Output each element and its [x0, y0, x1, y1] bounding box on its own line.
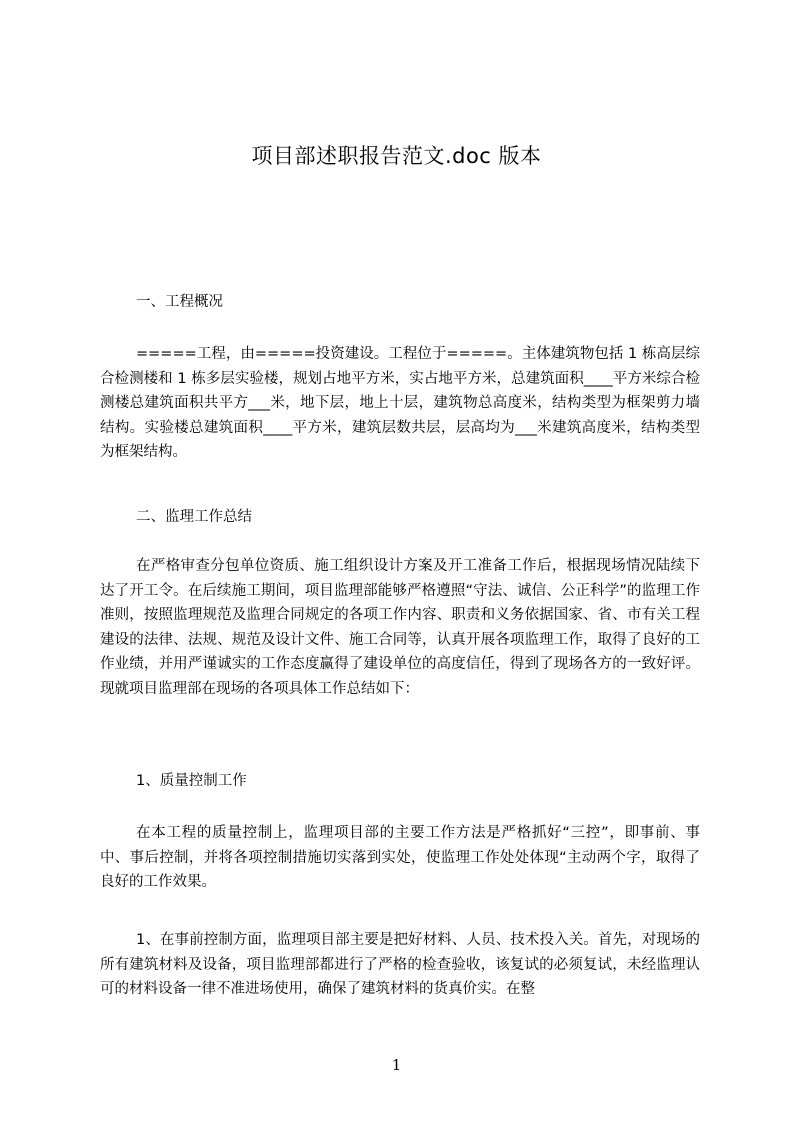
paragraph-pre-control: 1、在事前控制方面，监理项目部主要是把好材料、人员、技术投入关。首先，对现场的所有建筑材料及设备，项目监理部都进行了严格的检查验收，该复试的必须复试，未经监理认可的材料设备一律不准进场使用，确保了建筑材料的货真价实。在整 [100, 932, 700, 997]
page-number: 1 [391, 1056, 402, 1074]
section-heading-project-overview: 一、工程概况 [136, 294, 223, 310]
paragraph-project-overview: =====工程，由=====投资建设。工程位于=====。主体建筑物包括 1 栋高层综合检测楼和 1 栋多层实验楼，规划占地平方米，实占地平方米，总建筑面积____平方米综合检测楼总建筑面积共平方___米，地下层，地上十层，建筑物总高度米，结构类型为框架剪力墙结构。实验楼总建筑面积____平方米，建筑层数共层，层高均为___米建筑高度米，结构类型为框架结构。 [100, 346, 700, 460]
paragraph-supervision-summary: 在严格审查分包单位资质、施工组织设计方案及开工准备工作后，根据现场情况陆续下达了开工令。在后续施工期间，项目监理部能够严格遵照“守法、诚信、公正科学”的监理工作准则，按照监理规范及监理合同规定的各项工作内容、职责和义务依据国家、省、市有关工程建设的法律、法规、规范及设计文件、施工合同等，认真开展各项监理工作，取得了良好的工作业绩，并用严谨诚实的工作态度赢得了建设单位的高度信任，得到了现场各方的一致好评。现就项目监理部在现场的各项具体工作总结如下： [100, 558, 700, 697]
subsection-heading-quality-control: 1、质量控制工作 [136, 773, 247, 789]
document-title: 项目部述职报告范文.doc 版本 [251, 144, 542, 168]
section-heading-supervision-summary: 二、监理工作总结 [136, 509, 252, 525]
paragraph-quality-control: 在本工程的质量控制上，监理项目部的主要工作方法是严格抓好“三控”，即事前、事中、事后控制，并将各项控制措施切实落到实处，使监理工作处处体现“主动两个字，取得了良好的工作效果。 [100, 825, 700, 890]
